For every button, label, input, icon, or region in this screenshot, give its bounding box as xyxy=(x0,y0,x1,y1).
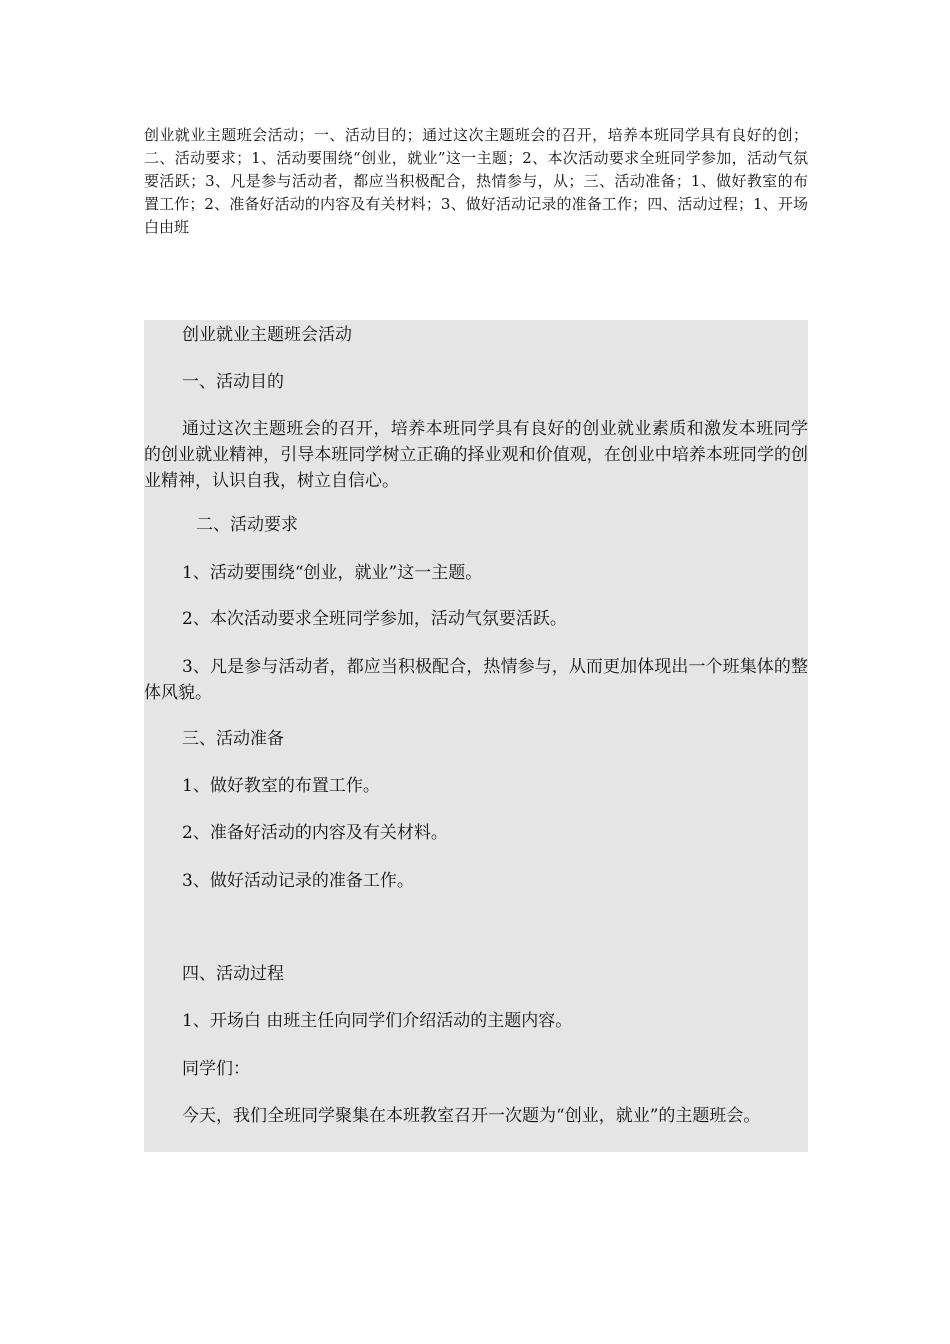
preparation-item-2: 2、准备好活动的内容及有关材料。 xyxy=(182,823,448,843)
process-item-1: 1、开场白 由班主任向同学们介绍活动的主题内容。 xyxy=(182,1011,573,1031)
requirement-item-2: 2、本次活动要求全班同学参加，活动气氛要活跃。 xyxy=(182,609,567,629)
summary-text: 创业就业主题班会活动；一、活动目的；通过这次主题班会的召开，培养本班同学具有良好的创；二、活动要求；1、活动要围绕“创业，就业”这一主题；2、本次活动要求全班同学参加，活动气氛要活跃；3、凡是参与活动者，都应当积极配合，热情参与，从；三、活动准备；1、做好教室的布置工作；2、准备好活动的内容及有关材料；3、做好活动记录的准备工作；四、活动过程；1、开场白由班 xyxy=(144,126,808,236)
content-panel xyxy=(144,320,808,1152)
requirement-item-1: 1、活动要围绕“创业，就业”这一主题。 xyxy=(182,563,483,583)
requirement-item-3: 3、凡是参与活动者，都应当积极配合，热情参与，从而更加体现出一个班集体的整体风貌。 xyxy=(144,657,808,703)
opening-speech: 今天，我们全班同学聚集在本班教室召开一次题为“创业，就业”的主题班会。 xyxy=(182,1106,761,1126)
preparation-item-3: 3、做好活动记录的准备工作。 xyxy=(182,871,414,891)
section-body-purpose: 通过这次主题班会的召开，培养本班同学具有良好的创业就业素质和激发本班同学的创业就业精神，引导本班同学树立正确的择业观和价值观，在创业中培养本班同学的创业精神，认识自我，树立自信心。 xyxy=(144,419,808,491)
preparation-item-1: 1、做好教室的布置工作。 xyxy=(182,776,380,796)
greeting-text: 同学们： xyxy=(182,1059,250,1079)
section-heading-requirements: 二、活动要求 xyxy=(196,515,298,535)
section-heading-process: 四、活动过程 xyxy=(182,964,284,984)
section-heading-preparation: 三、活动准备 xyxy=(182,729,284,749)
document-title: 创业就业主题班会活动 xyxy=(182,325,352,345)
section-heading-purpose: 一、活动目的 xyxy=(182,372,284,392)
